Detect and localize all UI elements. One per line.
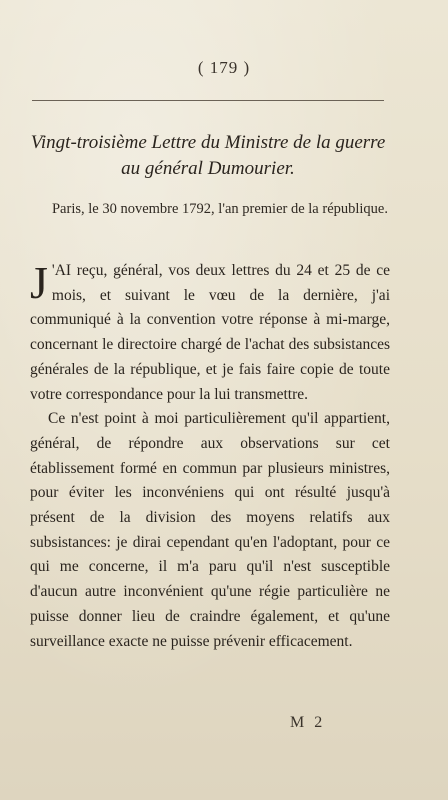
paragraph-1 (30, 259, 390, 407)
drop-cap: J (30, 257, 48, 308)
header-rule (32, 100, 384, 101)
paragraph-2: Ce n'est point à moi particulièrement qu'il appartient, général, de répondre aux observations sur cet établissement formé en commun par plusieurs ministres, pour éviter les inconvéniens qui ont résulté jusqu'à présent de la division des moyens relatifs aux subsistances: je dirai cependant qu'en l'adoptant, pour ce qui me concerne, il m'a paru qu'il n'est susceptible d'aucun autre inconvénient qu'une régie particulière ne puisse donner lieu de craindre également, et qu'une surveillance exacte ne puisse prévenir efficacement. (30, 410, 390, 650)
letter-body (30, 259, 390, 654)
letter-heading: Vingt-troisième Lettre du Ministre de la guerre au général Dumourier. (30, 132, 386, 179)
page-number: ( 179 ) (197, 58, 251, 77)
paragraph-1-text: 'AI reçu, général, vos deux lettres du 24 et 25 de ce mois, et suivant le vœu de la dernière, j'ai communiqué à la convention votre réponse à mi-marge, concernant le directoire chargé de l'achat des subsistances générales de la république, et je fais faire copie de toute votre correspondance pour la lui transmettre. (30, 262, 390, 403)
signature-mark: M 2 (290, 714, 326, 731)
dateline: Paris, le 30 novembre 1792, l'an premier de la république. (51, 201, 388, 217)
